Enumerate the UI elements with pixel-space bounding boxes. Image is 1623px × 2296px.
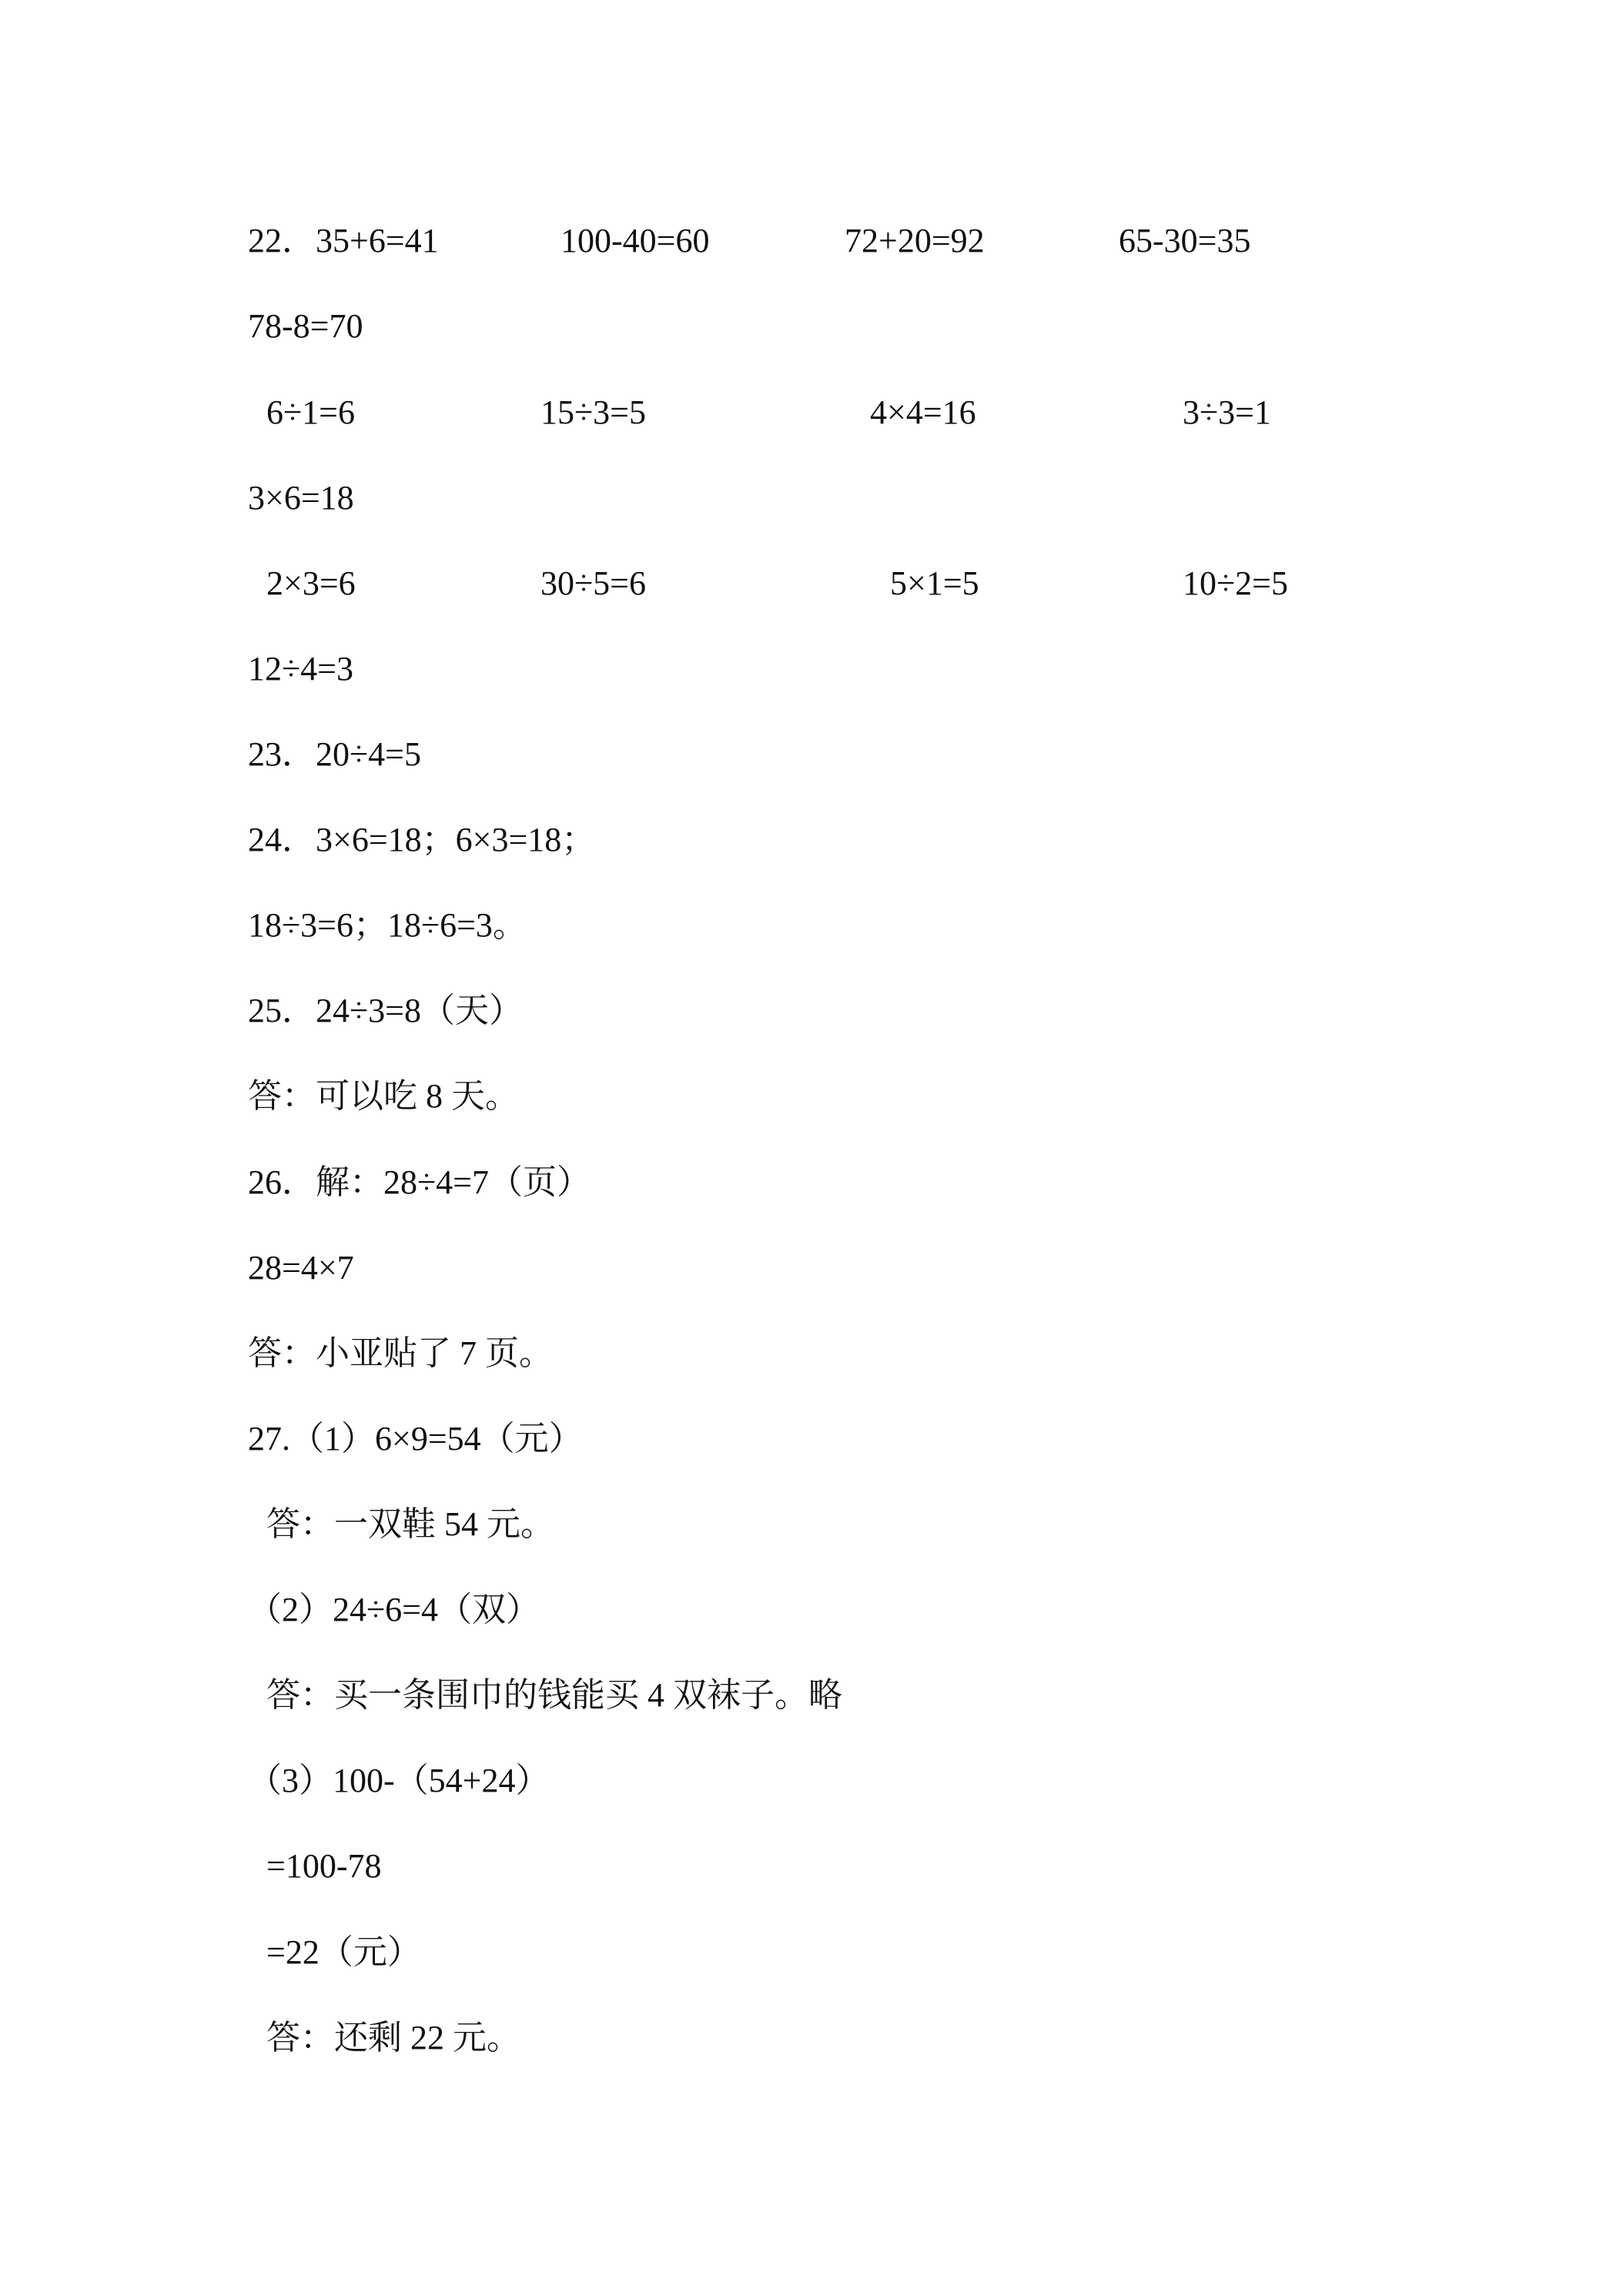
q22-row-2 (0, 303, 1623, 350)
equation: 5×1=5 (890, 564, 979, 602)
equation: 3×6=18 (248, 479, 354, 517)
equation: 27.（1）6×9=54（元） (248, 1420, 583, 1458)
q27-answer-2 (0, 1672, 1623, 1719)
q26-line-1 (0, 1160, 1623, 1206)
answer-text: 答：小亚贴了 7 页。 (248, 1334, 553, 1372)
answer-text: 答：还剩 22 元。 (266, 2019, 520, 2057)
equation: 28=4×7 (248, 1249, 354, 1287)
q22-row-1 (0, 218, 1623, 264)
q22-row-3 (0, 390, 1623, 436)
equation: =22（元） (266, 1933, 421, 1971)
equation: 30÷5=6 (540, 564, 646, 602)
q25-answer (0, 1073, 1623, 1120)
equation: 22．35+6=41 (248, 222, 439, 259)
q27-line-2 (0, 1587, 1623, 1633)
equation: 12÷4=3 (248, 650, 353, 688)
q27-line-3 (0, 1758, 1623, 1804)
equation: 65-30=35 (1119, 222, 1251, 259)
q27-step-2 (0, 1930, 1623, 1976)
answer-text: 答：买一条围巾的钱能买 4 双袜子。略 (266, 1676, 842, 1714)
equation: 10÷2=5 (1183, 564, 1288, 602)
equation: 3÷3=1 (1183, 393, 1271, 431)
q27-line-1 (0, 1416, 1623, 1462)
q27-answer-3 (0, 2015, 1623, 2061)
equation: 26．解：28÷4=7（页） (248, 1163, 591, 1201)
q22-row-4 (0, 475, 1623, 521)
equation: 78-8=70 (248, 307, 363, 345)
equation: 6÷1=6 (266, 393, 355, 431)
equation: 23．20÷4=5 (248, 735, 421, 773)
q25-line-1 (0, 988, 1623, 1034)
answer-text: 答：一双鞋 54 元。 (266, 1505, 554, 1543)
q22-row-5 (0, 561, 1623, 607)
equation: 15÷3=5 (540, 393, 646, 431)
equation: 24．3×6=18；6×3=18； (248, 821, 596, 858)
equation: （2）24÷6=4（双） (248, 1591, 540, 1628)
equation: 2×3=6 (266, 564, 356, 602)
q24-line-2 (0, 902, 1623, 949)
q26-line-2 (0, 1245, 1623, 1291)
equation: 25．24÷3=8（天） (248, 992, 523, 1029)
q23 (0, 731, 1623, 778)
equation: =100-78 (266, 1847, 382, 1885)
q27-answer-1 (0, 1501, 1623, 1548)
equation: 18÷3=6；18÷6=3。 (248, 906, 527, 944)
equation: 4×4=16 (870, 393, 976, 431)
answer-text: 答：可以吃 8 天。 (248, 1077, 519, 1115)
q24-line-1 (0, 817, 1623, 863)
equation: 72+20=92 (845, 222, 985, 259)
equation: （3）100-（54+24） (248, 1762, 550, 1799)
equation: 100-40=60 (561, 222, 710, 259)
q27-step-1 (0, 1843, 1623, 1889)
q22-row-6 (0, 646, 1623, 692)
q26-answer (0, 1330, 1623, 1377)
